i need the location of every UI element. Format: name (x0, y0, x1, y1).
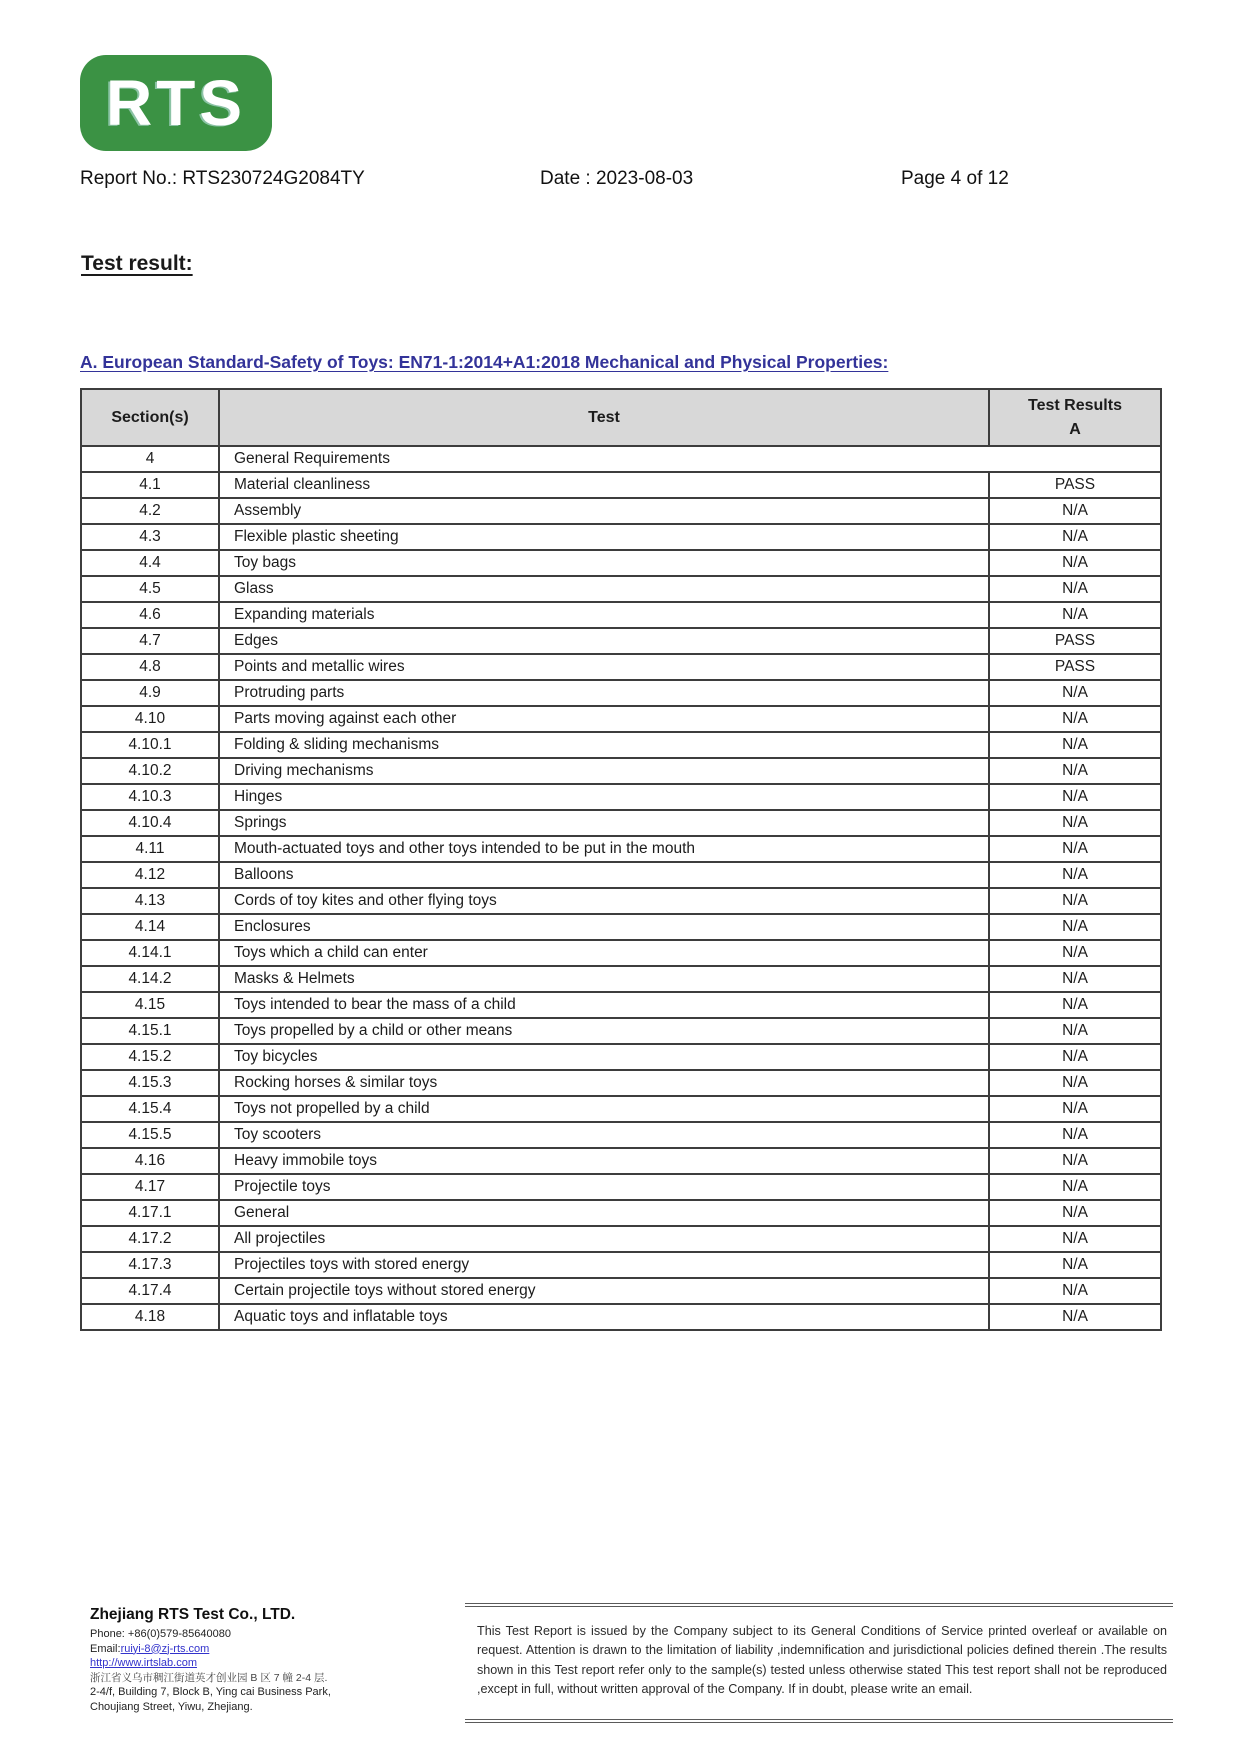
result-cell: PASS (989, 472, 1161, 498)
test-result-title: Test result: (81, 252, 193, 275)
test-cell: Masks & Helmets (219, 966, 989, 992)
table-row (81, 576, 1161, 602)
table-row (81, 966, 1161, 992)
test-cell: Driving mechanisms (219, 758, 989, 784)
table-row (81, 758, 1161, 784)
table-row (81, 1122, 1161, 1148)
test-cell: Springs (219, 810, 989, 836)
test-cell: Assembly (219, 498, 989, 524)
footer-bottom-rule (465, 1719, 1173, 1723)
test-cell: Aquatic toys and inflatable toys (219, 1304, 989, 1330)
table-row (81, 1174, 1161, 1200)
table-row (81, 446, 1161, 472)
section-cell: 4.10.1 (81, 732, 219, 758)
company-info-block (90, 1606, 430, 1714)
section-cell: 4.14.2 (81, 966, 219, 992)
test-cell: Cords of toy kites and other flying toys (219, 888, 989, 914)
section-cell: 4.3 (81, 524, 219, 550)
test-cell: Projectiles toys with stored energy (219, 1252, 989, 1278)
test-cell: Expanding materials (219, 602, 989, 628)
result-cell: N/A (989, 680, 1161, 706)
test-cell: Folding & sliding mechanisms (219, 732, 989, 758)
test-cell: Material cleanliness (219, 472, 989, 498)
test-cell: Toy bags (219, 550, 989, 576)
table-row (81, 524, 1161, 550)
table-row (81, 914, 1161, 940)
section-cell: 4.15.4 (81, 1096, 219, 1122)
test-cell: Points and metallic wires (219, 654, 989, 680)
result-cell: N/A (989, 1018, 1161, 1044)
result-cell: N/A (989, 758, 1161, 784)
report-date: Date : 2023-08-03 (540, 168, 694, 189)
table-row (81, 602, 1161, 628)
test-cell: Toys propelled by a child or other means (219, 1018, 989, 1044)
table-row (81, 1070, 1161, 1096)
section-cell: 4.18 (81, 1304, 219, 1330)
section-cell: 4.17.1 (81, 1200, 219, 1226)
website-link[interactable]: http://www.irtslab.com (90, 1657, 197, 1669)
company-address-cn: 浙江省义乌市稠江街道英才创业园 B 区 7 幢 2-4 层. (90, 1671, 328, 1684)
table-row (81, 1018, 1161, 1044)
rts-logo (80, 55, 272, 151)
result-cell: N/A (989, 1252, 1161, 1278)
section-cell: 4.8 (81, 654, 219, 680)
result-cell: N/A (989, 992, 1161, 1018)
table-row (81, 1200, 1161, 1226)
result-cell: PASS (989, 654, 1161, 680)
result-cell: N/A (989, 1044, 1161, 1070)
result-cell: N/A (989, 524, 1161, 550)
section-cell: 4.7 (81, 628, 219, 654)
email-label: Email: (90, 1642, 121, 1655)
result-cell: N/A (989, 732, 1161, 758)
section-cell: 4.17.4 (81, 1278, 219, 1304)
test-cell: Glass (219, 576, 989, 602)
result-cell: N/A (989, 966, 1161, 992)
result-cell: PASS (989, 628, 1161, 654)
section-cell: 4.14 (81, 914, 219, 940)
disclaimer-text: This Test Report is issued by the Company subject to its General Conditions of Service printed overleaf or available on request. Attention is drawn to the limitation of liability ,indemnification and jurisdictional policies defined therein .The results shown in this Test report refer only to the sample(s) tested unless otherwise stated This test report shall not be reproduced ,except in full, without written approval of the Company. If in doubt, please write an email. (477, 1624, 1167, 1697)
table-header (81, 389, 1161, 446)
result-cell: N/A (989, 706, 1161, 732)
section-cell: 4.10.3 (81, 784, 219, 810)
table-row (81, 1148, 1161, 1174)
section-cell: 4.16 (81, 1148, 219, 1174)
section-cell: 4.15 (81, 992, 219, 1018)
result-cell: N/A (989, 1278, 1161, 1304)
result-cell: N/A (989, 498, 1161, 524)
test-cell: Protruding parts (219, 680, 989, 706)
result-cell: N/A (989, 810, 1161, 836)
table-row (81, 1226, 1161, 1252)
section-cell: 4.6 (81, 602, 219, 628)
section-cell: 4.15.1 (81, 1018, 219, 1044)
result-cell: N/A (989, 602, 1161, 628)
section-cell: 4.12 (81, 862, 219, 888)
section-cell: 4.10 (81, 706, 219, 732)
column-header-test: Test (219, 389, 989, 446)
company-phone: Phone: +86(0)579-85640080 (90, 1628, 231, 1640)
table-row (81, 888, 1161, 914)
test-cell: General Requirements (219, 446, 1161, 472)
section-cell: 4.15.3 (81, 1070, 219, 1096)
company-website-line (90, 1656, 430, 1671)
test-cell: Certain projectile toys without stored energy (219, 1278, 989, 1304)
section-cell: 4 (81, 446, 219, 472)
result-cell: N/A (989, 888, 1161, 914)
result-cell: N/A (989, 862, 1161, 888)
footer-top-rule (465, 1603, 1173, 1607)
result-cell: N/A (989, 836, 1161, 862)
section-cell: 4.15.5 (81, 1122, 219, 1148)
test-cell: Edges (219, 628, 989, 654)
result-cell: N/A (989, 1122, 1161, 1148)
table-row (81, 836, 1161, 862)
result-cell: N/A (989, 940, 1161, 966)
section-cell: 4.14.1 (81, 940, 219, 966)
table-header-row (81, 389, 1161, 446)
page-indicator: Page 4 of 12 (901, 168, 1009, 189)
result-cell: N/A (989, 914, 1161, 940)
result-cell: N/A (989, 576, 1161, 602)
result-cell: N/A (989, 1148, 1161, 1174)
table-row (81, 732, 1161, 758)
table-row (81, 550, 1161, 576)
section-cell: 4.15.2 (81, 1044, 219, 1070)
section-cell: 4.17.3 (81, 1252, 219, 1278)
report-meta-row (0, 168, 1240, 194)
section-cell: 4.10.4 (81, 810, 219, 836)
section-cell: 4.13 (81, 888, 219, 914)
section-cell: 4.11 (81, 836, 219, 862)
table-row (81, 1044, 1161, 1070)
test-cell: Rocking horses & similar toys (219, 1070, 989, 1096)
test-cell: Hinges (219, 784, 989, 810)
column-header-sections: Section(s) (81, 389, 219, 446)
section-cell: 4.17.2 (81, 1226, 219, 1252)
section-cell: 4.5 (81, 576, 219, 602)
table-row (81, 1304, 1161, 1330)
company-address-en-2: Choujiang Street, Yiwu, Zhejiang. (90, 1700, 253, 1713)
company-address-en-1: 2-4/f, Building 7, Block B, Ying cai Business Park, (90, 1686, 331, 1698)
test-cell: Toys not propelled by a child (219, 1096, 989, 1122)
table-row (81, 654, 1161, 680)
result-cell: N/A (989, 1226, 1161, 1252)
table-row (81, 680, 1161, 706)
standard-section-heading: A. European Standard-Safety of Toys: EN71-1:2014+A1:2018 Mechanical and Physical Properties: (80, 352, 889, 372)
rts-logo-text: RTS (106, 67, 246, 139)
table-row (81, 1096, 1161, 1122)
result-cell: N/A (989, 1304, 1161, 1330)
table-row (81, 940, 1161, 966)
result-cell: N/A (989, 1200, 1161, 1226)
test-table-body (81, 446, 1161, 1330)
test-cell: Balloons (219, 862, 989, 888)
test-cell: Heavy immobile toys (219, 1148, 989, 1174)
company-email-line (90, 1642, 430, 1657)
table-row (81, 472, 1161, 498)
test-cell: Parts moving against each other (219, 706, 989, 732)
section-cell: 4.17 (81, 1174, 219, 1200)
email-link[interactable]: ruiyi-8@zj-rts.com (120, 1642, 210, 1655)
column-header-test-results: Test Results A (989, 389, 1161, 446)
table-row (81, 784, 1161, 810)
table-row (81, 862, 1161, 888)
test-cell: Mouth-actuated toys and other toys intended to be put in the mouth (219, 836, 989, 862)
table-row (81, 706, 1161, 732)
test-cell: Projectile toys (219, 1174, 989, 1200)
result-cell: N/A (989, 784, 1161, 810)
result-cell: N/A (989, 1174, 1161, 1200)
table-row (81, 1278, 1161, 1304)
test-cell: All projectiles (219, 1226, 989, 1252)
result-cell: N/A (989, 1096, 1161, 1122)
section-cell: 4.2 (81, 498, 219, 524)
section-cell: 4.1 (81, 472, 219, 498)
test-cell: General (219, 1200, 989, 1226)
table-row (81, 498, 1161, 524)
table-row (81, 992, 1161, 1018)
test-cell: Toys which a child can enter (219, 940, 989, 966)
table-row (81, 1252, 1161, 1278)
report-number: Report No.: RTS230724G2084TY (80, 168, 365, 189)
section-cell: 4.10.2 (81, 758, 219, 784)
table-row (81, 810, 1161, 836)
test-cell: Enclosures (219, 914, 989, 940)
company-name: Zhejiang RTS Test Co., LTD. (90, 1606, 296, 1623)
section-cell: 4.9 (81, 680, 219, 706)
test-results-table (80, 388, 1162, 1331)
result-cell: N/A (989, 1070, 1161, 1096)
test-cell: Toys intended to bear the mass of a child (219, 992, 989, 1018)
result-cell: N/A (989, 550, 1161, 576)
test-cell: Toy scooters (219, 1122, 989, 1148)
test-cell: Flexible plastic sheeting (219, 524, 989, 550)
test-cell: Toy bicycles (219, 1044, 989, 1070)
table-row (81, 628, 1161, 654)
section-cell: 4.4 (81, 550, 219, 576)
